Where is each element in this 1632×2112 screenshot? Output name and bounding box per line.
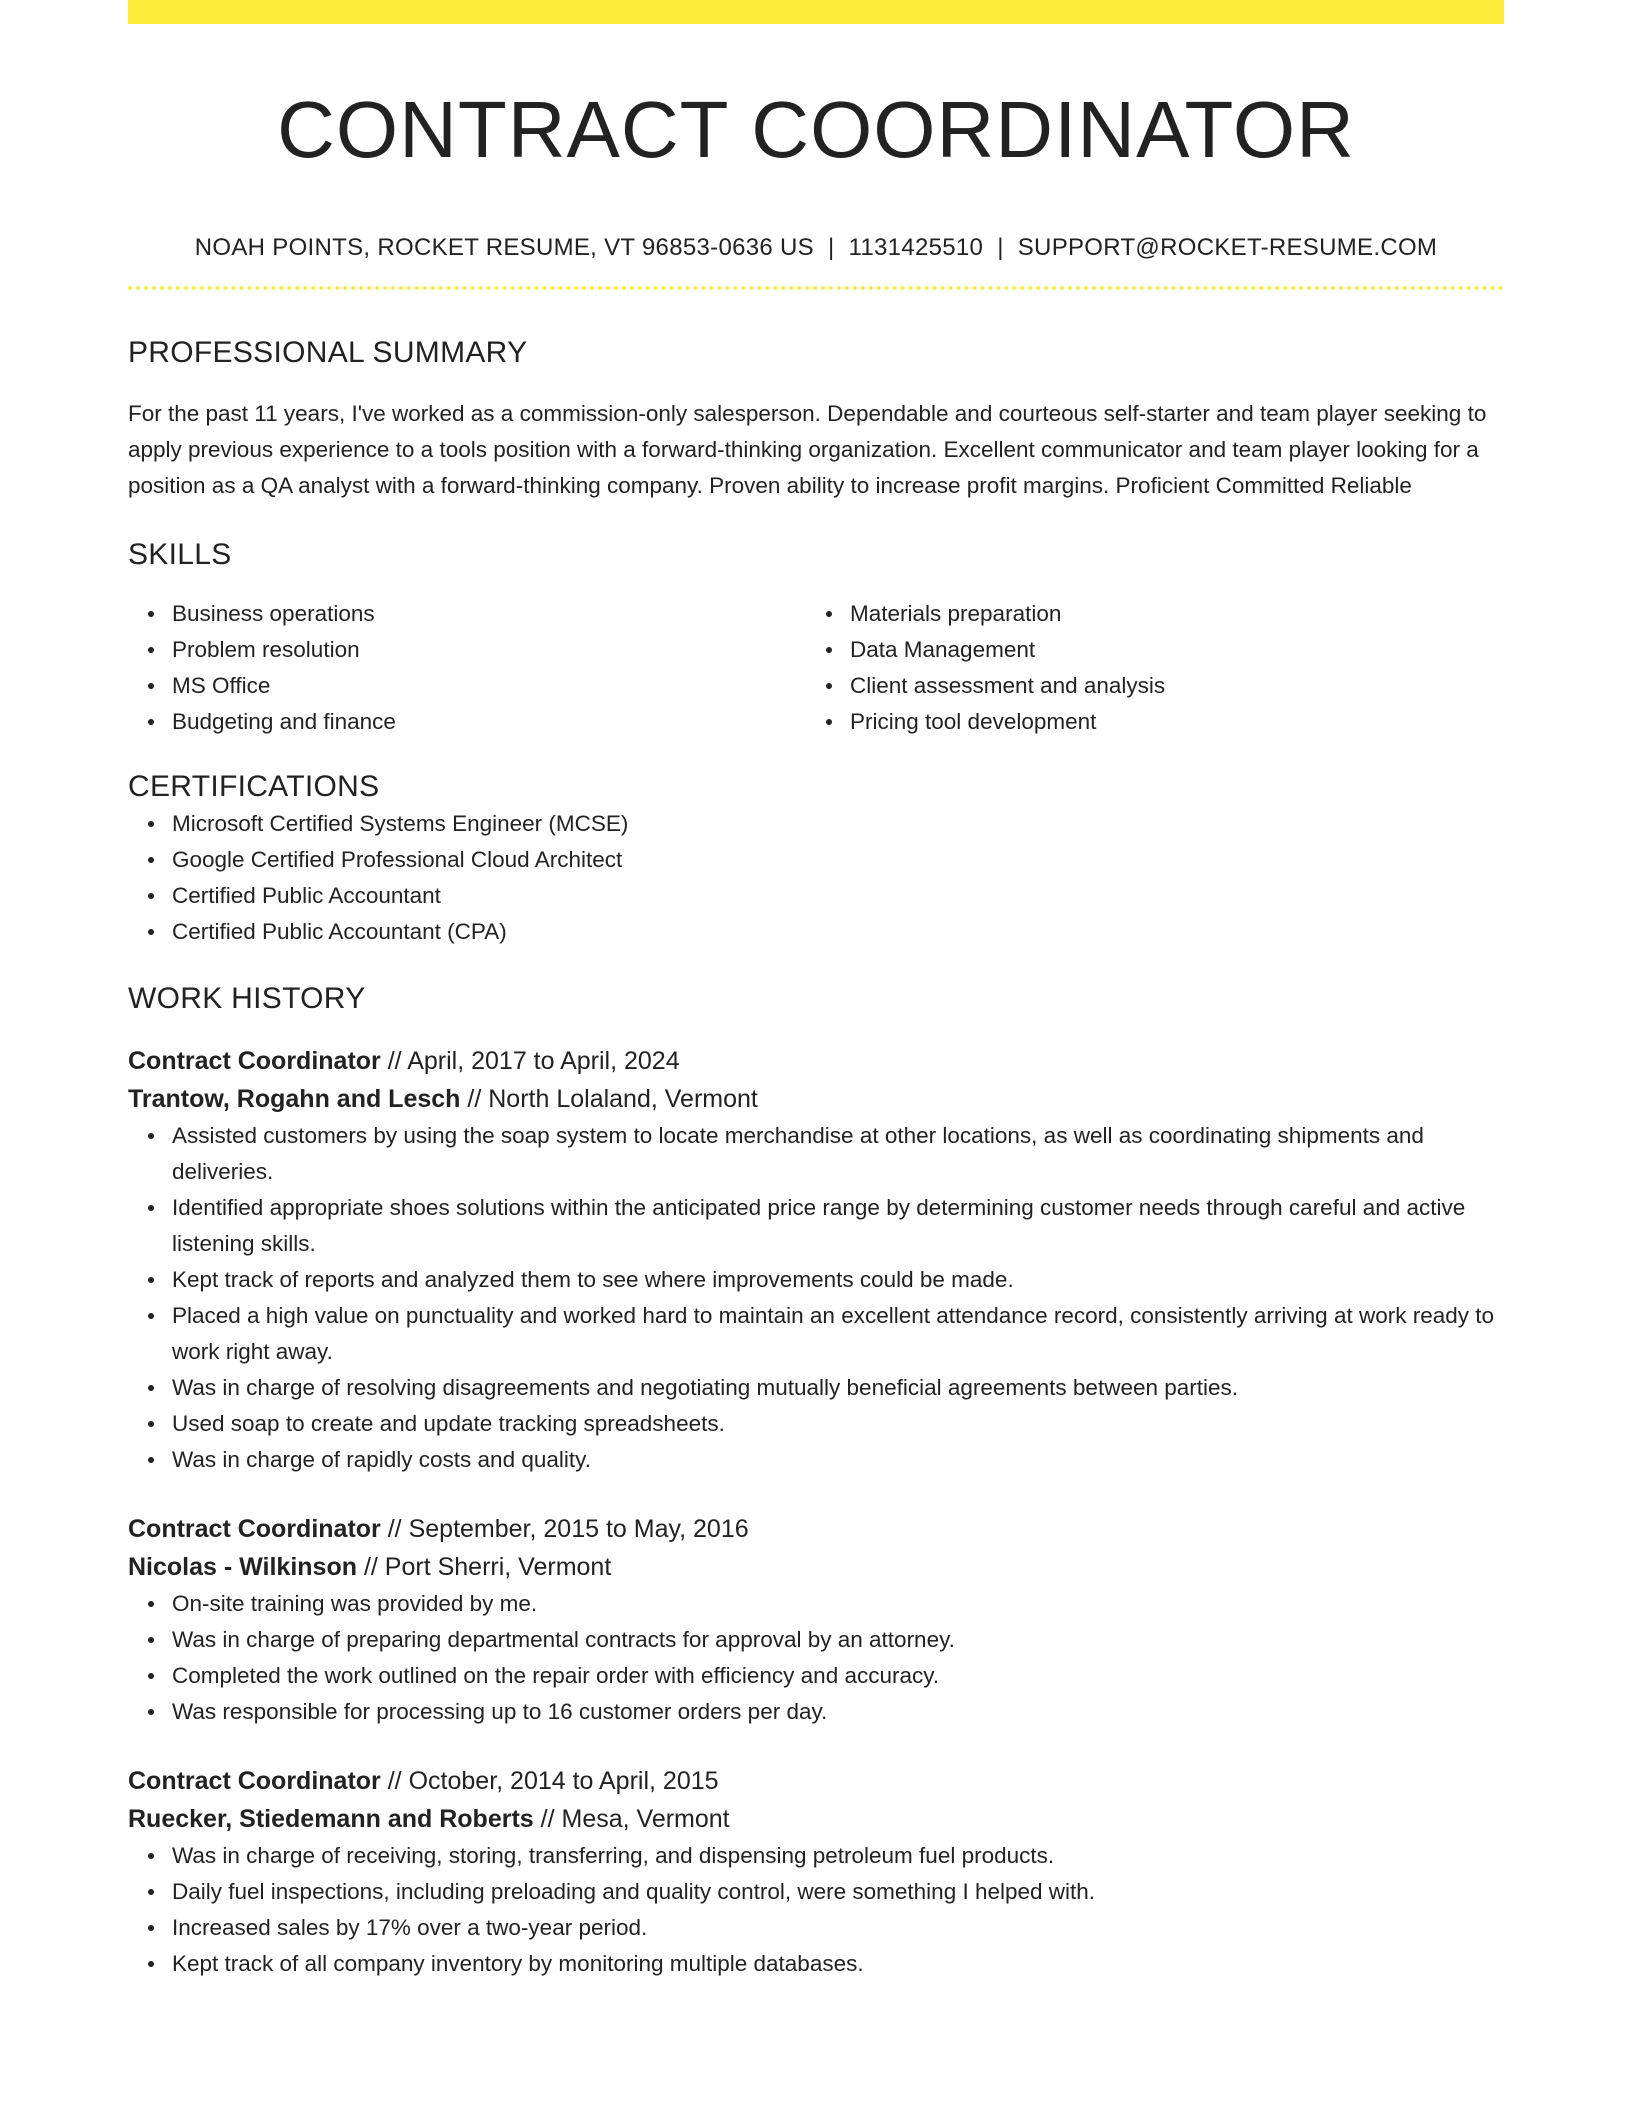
job-bullet: Assisted customers by using the soap system to locate merchandise at other locations, as well as coordinating shipments and deliveries.	[172, 1118, 1504, 1190]
skills-list-left	[128, 596, 806, 740]
job-separator: //	[387, 1047, 402, 1075]
job-bullet: Identified appropriate shoes solutions within the anticipated price range by determining customer needs through careful and active listening skills.	[172, 1190, 1504, 1262]
contact-line	[128, 232, 1504, 264]
job-bullet: On-site training was provided by me.	[172, 1586, 1504, 1622]
skills-heading: SKILLS	[128, 538, 232, 571]
job-location: Mesa, Vermont	[561, 1805, 730, 1833]
job-bullet: Increased sales by 17% over a two-year period.	[172, 1910, 1504, 1946]
job-separator: //	[387, 1767, 402, 1795]
skill-item: MS Office	[172, 668, 806, 704]
skill-item: Materials preparation	[850, 596, 1484, 632]
job-company: Ruecker, Stiedemann and Roberts	[128, 1805, 534, 1833]
job-title-line	[128, 1042, 1504, 1080]
dotted-divider	[128, 286, 1504, 290]
job-dates: October, 2014 to April, 2015	[408, 1767, 719, 1795]
job-separator: //	[467, 1085, 482, 1113]
job-bullet: Was in charge of preparing departmental contracts for approval by an attorney.	[172, 1622, 1504, 1658]
skills-list-right	[806, 596, 1484, 740]
job-separator: //	[387, 1515, 402, 1543]
job-bullet-list	[128, 1586, 1504, 1730]
certifications-heading: CERTIFICATIONS	[128, 770, 380, 803]
job-bullet: Was in charge of resolving disagreements and negotiating mutually beneficial agreements between parties.	[172, 1370, 1504, 1406]
work-history-heading: WORK HISTORY	[128, 982, 366, 1015]
summary-heading: PROFESSIONAL SUMMARY	[128, 336, 528, 369]
job-company-line	[128, 1080, 1504, 1118]
skill-item: Budgeting and finance	[172, 704, 806, 740]
job-title: Contract Coordinator	[128, 1515, 381, 1543]
job-entry	[128, 1510, 1504, 1730]
job-title: Contract Coordinator	[128, 1767, 381, 1795]
skill-item: Client assessment and analysis	[850, 668, 1484, 704]
summary-text: For the past 11 years, I've worked as a commission-only salesperson. Dependable and courteous self-starter and team player seeking to apply previous experience to a tools position with a forward-thinking organization. Excellent communicator and team player looking for a position as a QA analyst with a forward-thinking company. Proven ability to increase profit margins. Proficient Committed Reliable	[128, 401, 1487, 498]
job-bullet: Kept track of reports and analyzed them to see where improvements could be made.	[172, 1262, 1504, 1298]
job-dates: September, 2015 to May, 2016	[408, 1515, 749, 1543]
contact-separator: |	[997, 234, 1004, 261]
skill-item: Problem resolution	[172, 632, 806, 668]
job-company: Nicolas - Wilkinson	[128, 1553, 357, 1581]
job-title-line	[128, 1762, 1504, 1800]
certifications-list	[128, 806, 1504, 950]
resume-page	[128, 0, 1504, 1982]
certification-item: Certified Public Accountant	[172, 878, 1504, 914]
contact-address: NOAH POINTS, ROCKET RESUME, VT 96853-0636 US	[194, 234, 814, 261]
job-bullet: Completed the work outlined on the repair order with efficiency and accuracy.	[172, 1658, 1504, 1694]
certification-item: Certified Public Accountant (CPA)	[172, 914, 1504, 950]
job-entry	[128, 1762, 1504, 1982]
job-title-line	[128, 1510, 1504, 1548]
certification-item: Microsoft Certified Systems Engineer (MCSE)	[172, 806, 1504, 842]
job-location: North Lolaland, Vermont	[488, 1085, 758, 1113]
job-bullet: Placed a high value on punctuality and worked hard to maintain an excellent attendance record, consistently arriving at work ready to work right away.	[172, 1298, 1504, 1370]
job-bullet: Was in charge of receiving, storing, transferring, and dispensing petroleum fuel products.	[172, 1838, 1504, 1874]
job-title: Contract Coordinator	[128, 1047, 381, 1075]
job-bullet: Daily fuel inspections, including preloading and quality control, were something I helped with.	[172, 1874, 1504, 1910]
job-bullet: Kept track of all company inventory by monitoring multiple databases.	[172, 1946, 1504, 1982]
skill-item: Business operations	[172, 596, 806, 632]
job-company: Trantow, Rogahn and Lesch	[128, 1085, 461, 1113]
job-entry	[128, 1042, 1504, 1478]
skill-item: Pricing tool development	[850, 704, 1484, 740]
accent-top-bar	[128, 0, 1504, 24]
job-separator: //	[363, 1553, 378, 1581]
job-bullet: Used soap to create and update tracking spreadsheets.	[172, 1406, 1504, 1442]
skills-column-right	[806, 596, 1484, 740]
contact-separator: |	[827, 234, 835, 261]
job-dates: April, 2017 to April, 2024	[407, 1047, 680, 1075]
job-bullet: Was responsible for processing up to 16 customer orders per day.	[172, 1694, 1504, 1730]
certification-item: Google Certified Professional Cloud Architect	[172, 842, 1504, 878]
resume-title: CONTRACT COORDINATOR	[277, 85, 1355, 174]
job-company-line	[128, 1800, 1504, 1838]
skill-item: Data Management	[850, 632, 1484, 668]
job-company-line	[128, 1548, 1504, 1586]
job-bullet-list	[128, 1838, 1504, 1982]
contact-phone: 1131425510	[848, 234, 984, 261]
skills-grid	[128, 596, 1504, 740]
job-separator: //	[540, 1805, 555, 1833]
contact-email: SUPPORT@ROCKET-RESUME.COM	[1017, 234, 1438, 261]
job-bullet-list	[128, 1118, 1504, 1478]
job-location: Port Sherri, Vermont	[384, 1553, 612, 1581]
job-bullet: Was in charge of rapidly costs and quality.	[172, 1442, 1504, 1478]
skills-column-left	[128, 596, 806, 740]
